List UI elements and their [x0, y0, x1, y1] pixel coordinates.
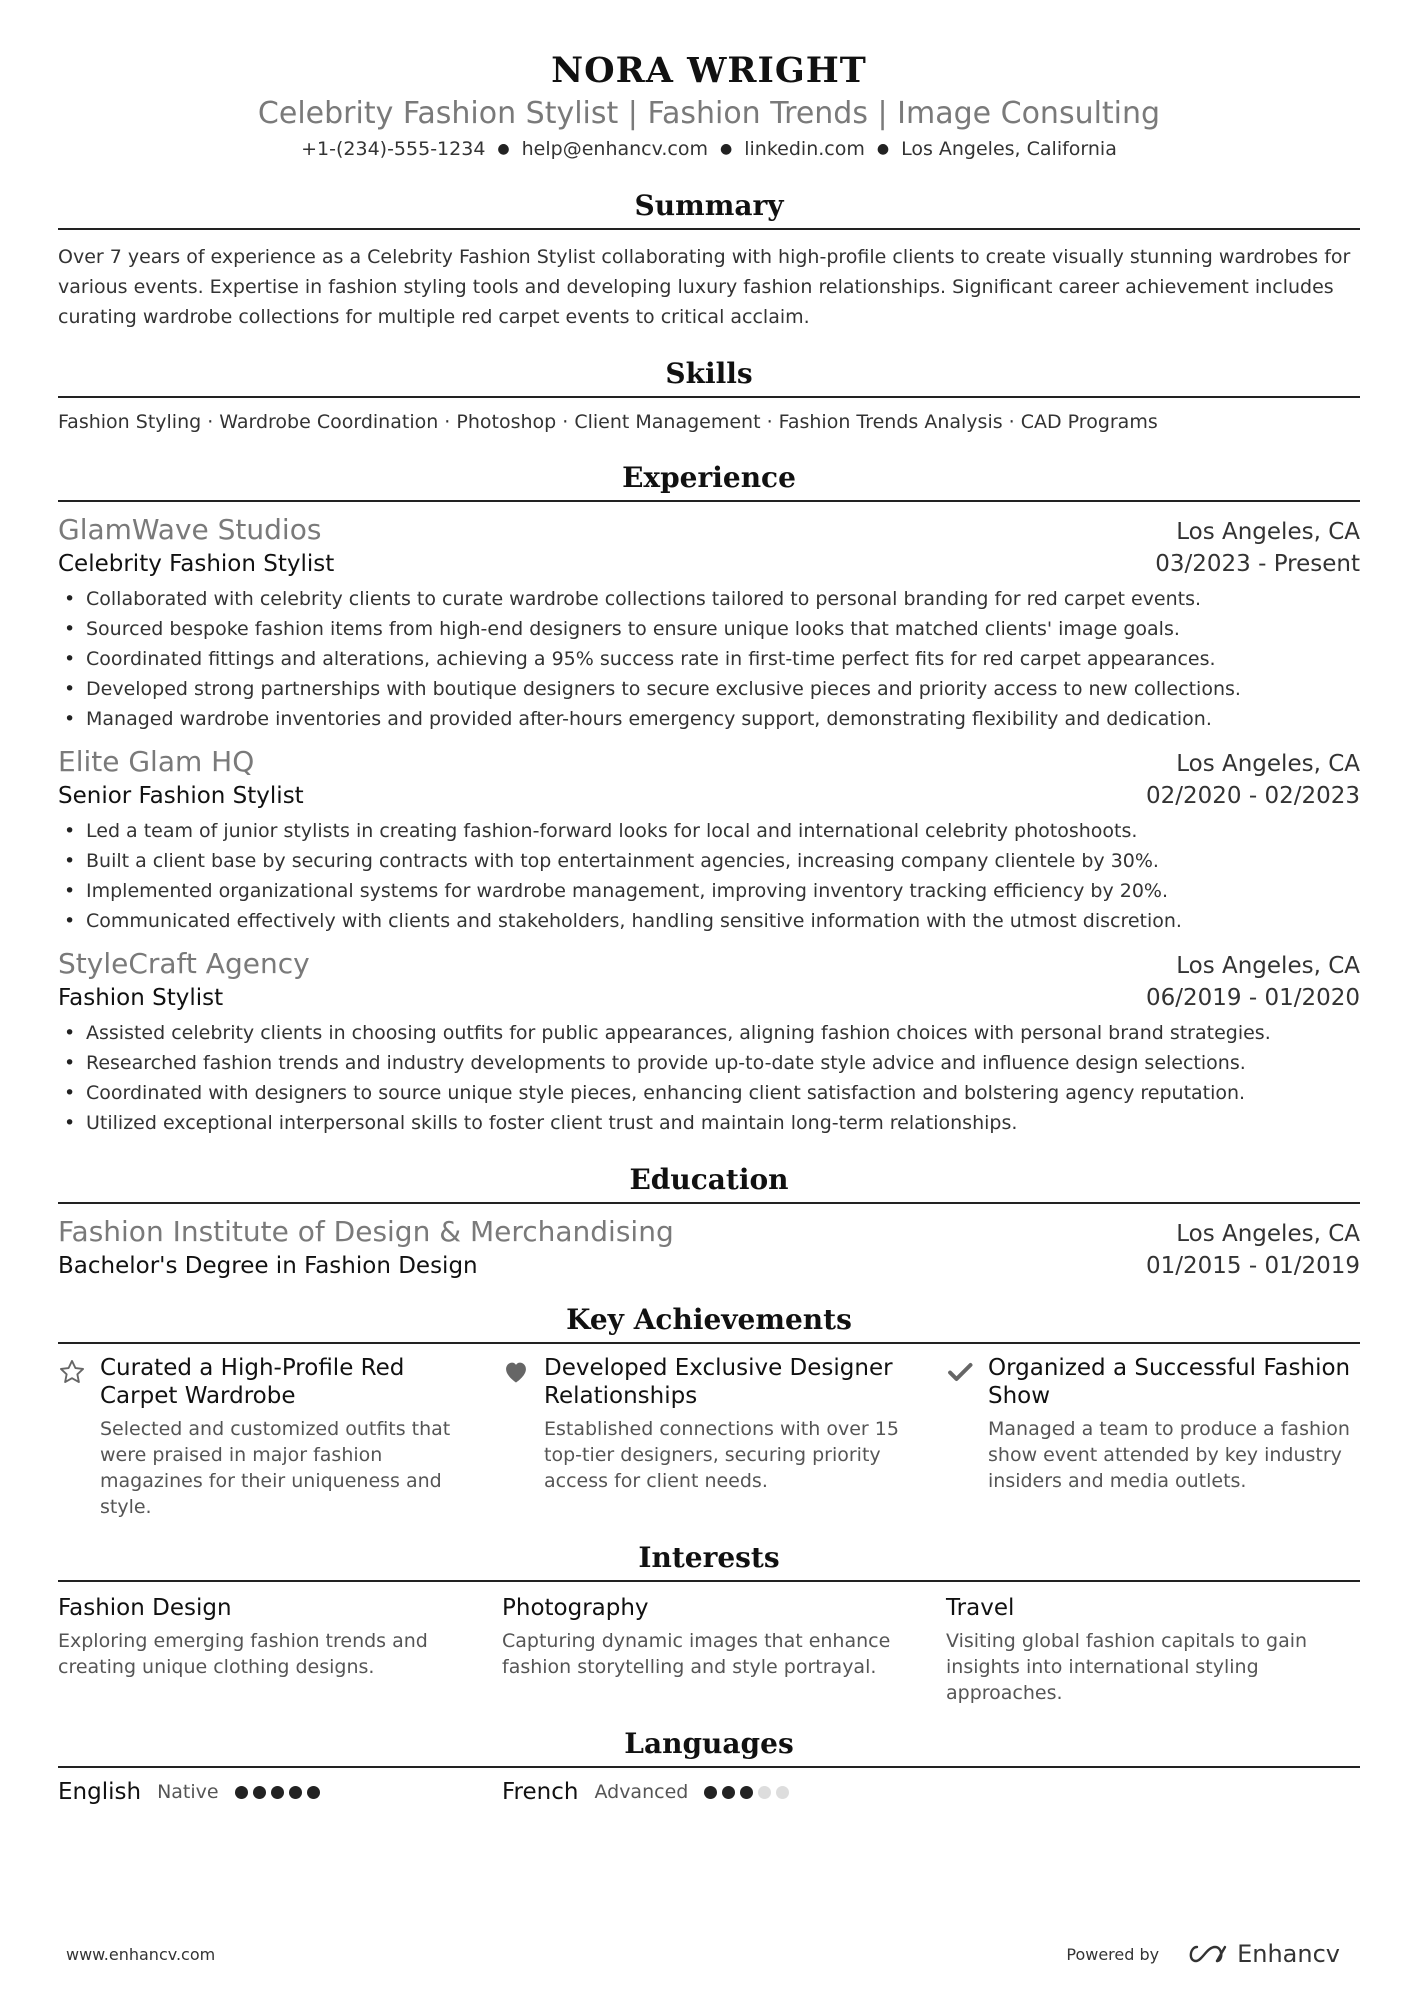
job-bullet: • Researched fashion trends and industry developments to provide up-to-date style advice and influence design selections.	[58, 1048, 1360, 1078]
education-dates: 01/2015 - 01/2019	[1145, 1253, 1360, 1279]
job-dates: 02/2020 - 02/2023	[1145, 783, 1360, 809]
job-role: Fashion Stylist	[58, 985, 224, 1011]
job-entry	[58, 512, 1360, 734]
separator-dot: ●	[720, 141, 733, 157]
achievements-section	[58, 1302, 1360, 1520]
proficiency-dot-filled	[235, 1786, 248, 1799]
section-title-experience: Experience	[58, 460, 1360, 502]
job-bullet: • Managed wardrobe inventories and provided after-hours emergency support, demonstrating flexibility and dedication.	[58, 704, 1360, 734]
language-level: Advanced	[594, 1781, 689, 1803]
interest-desc: Visiting global fashion capitals to gain insights into international styling approaches.	[946, 1630, 1308, 1704]
heart-icon	[502, 1354, 534, 1520]
job-location: Los Angeles, CA	[1176, 953, 1360, 979]
section-title-interests: Interests	[58, 1540, 1360, 1582]
language-name: English	[58, 1779, 142, 1805]
education-entry	[58, 1214, 1360, 1282]
achievement-title: Developed Exclusive Designer Relationships	[544, 1355, 893, 1409]
job-bullet: • Assisted celebrity clients in choosing outfits for public appearances, aligning fashion choices with personal brand strategies.	[58, 1018, 1360, 1048]
achievement-desc: Established connections with over 15 top-tier designers, securing priority access for client needs.	[544, 1418, 899, 1492]
job-company: StyleCraft Agency	[58, 947, 310, 980]
brand-name: Enhancv	[1237, 1940, 1340, 1968]
achievement-desc: Selected and customized outfits that were praised in major fashion magazines for their uniqueness and style.	[100, 1418, 451, 1518]
language-item	[502, 1776, 916, 1808]
section-title-achievements: Key Achievements	[58, 1302, 1360, 1344]
summary-section	[58, 188, 1360, 332]
job-bullets	[58, 1018, 1360, 1138]
job-bullets	[58, 816, 1360, 936]
job-location: Los Angeles, CA	[1176, 519, 1360, 545]
job-company: GlamWave Studios	[58, 513, 322, 546]
enhancv-logo-icon	[1185, 1943, 1229, 1965]
skills-section	[58, 356, 1360, 436]
language-item	[58, 1776, 472, 1808]
interest-title: Photography	[502, 1595, 649, 1621]
proficiency-dots	[704, 1786, 789, 1799]
resume-page	[58, 50, 1360, 1808]
candidate-name: NORA WRIGHT	[551, 50, 867, 91]
summary-text: Over 7 years of experience as a Celebrity Fashion Stylist collaborating with high-profile clients to create visually stunning wardrobes for various events. Expertise in fashion styling tools and developing luxury fashion relationships. Significant career achievement includes curating wardrobe collections for multiple red carpet events to critical acclaim.	[58, 246, 1351, 328]
interest-desc: Capturing dynamic images that enhance fashion storytelling and style portrayal.	[502, 1630, 891, 1678]
interests-section	[58, 1540, 1360, 1706]
section-title-languages: Languages	[58, 1726, 1360, 1768]
education-location: Los Angeles, CA	[1176, 1221, 1360, 1247]
proficiency-dot-filled	[307, 1786, 320, 1799]
powered-by-label: Powered by	[1066, 1944, 1160, 1964]
proficiency-dots	[235, 1786, 320, 1799]
interest-desc: Exploring emerging fashion trends and creating unique clothing designs.	[58, 1630, 428, 1678]
job-bullets	[58, 584, 1360, 734]
job-bullet: • Developed strong partnerships with boutique designers to secure exclusive pieces and priority access to new collections.	[58, 674, 1360, 704]
interest-item	[502, 1592, 916, 1706]
proficiency-dot-filled	[704, 1786, 717, 1799]
job-bullet: • Implemented organizational systems for wardrobe management, improving inventory tracking efficiency by 20%.	[58, 876, 1360, 906]
interest-item	[58, 1592, 472, 1706]
skills-list: Fashion Styling · Wardrobe Coordination · Photoshop · Client Management · Fashion Trends Analysis · CAD Programs	[58, 411, 1158, 433]
experience-section	[58, 460, 1360, 1138]
footer-website-link[interactable]: www.enhancv.com	[66, 1944, 216, 1964]
proficiency-dot-filled	[740, 1786, 753, 1799]
job-company: Elite Glam HQ	[58, 745, 255, 778]
job-role: Senior Fashion Stylist	[58, 783, 304, 809]
job-dates: 03/2023 - Present	[1155, 551, 1360, 577]
education-degree: Bachelor's Degree in Fashion Design	[58, 1253, 478, 1279]
checkmark-icon	[946, 1354, 978, 1520]
job-entry	[58, 946, 1360, 1138]
achievement-item	[58, 1354, 472, 1520]
section-title-skills: Skills	[58, 356, 1360, 398]
contact-phone[interactable]: +1-(234)-555-1234	[301, 138, 486, 160]
page-footer	[66, 1940, 1340, 1968]
contact-bar	[58, 136, 1360, 162]
job-dates: 06/2019 - 01/2020	[1145, 985, 1360, 1011]
section-title-summary: Summary	[58, 188, 1360, 230]
job-location: Los Angeles, CA	[1176, 751, 1360, 777]
education-school: Fashion Institute of Design & Merchandising	[58, 1215, 674, 1248]
interest-item	[946, 1592, 1360, 1706]
job-bullet: • Collaborated with celebrity clients to curate wardrobe collections tailored to personal branding for red carpet events.	[58, 584, 1360, 614]
proficiency-dot-filled	[271, 1786, 284, 1799]
job-bullet: • Sourced bespoke fashion items from high-end designers to ensure unique looks that matched clients' image goals.	[58, 614, 1360, 644]
job-bullet: • Communicated effectively with clients and stakeholders, handling sensitive information with the utmost discretion.	[58, 906, 1360, 936]
achievement-title: Curated a High-Profile Red Carpet Wardrobe	[100, 1355, 405, 1409]
job-bullet: • Coordinated fittings and alterations, achieving a 95% success rate in first-time perfect fits for red carpet appearances.	[58, 644, 1360, 674]
job-bullet: • Led a team of junior stylists in creating fashion-forward looks for local and international celebrity photoshoots.	[58, 816, 1360, 846]
job-bullet: • Coordinated with designers to source unique style pieces, enhancing client satisfaction and bolstering agency reputation.	[58, 1078, 1360, 1108]
proficiency-dot-filled	[289, 1786, 302, 1799]
achievement-item	[502, 1354, 916, 1520]
star-icon	[58, 1354, 90, 1520]
interest-title: Travel	[946, 1595, 1015, 1621]
proficiency-dot-filled	[253, 1786, 266, 1799]
achievement-desc: Managed a team to produce a fashion show event attended by key industry insiders and media outlets.	[988, 1418, 1350, 1492]
job-bullet: • Utilized exceptional interpersonal skills to foster client trust and maintain long-term relationships.	[58, 1108, 1360, 1138]
section-title-education: Education	[58, 1162, 1360, 1204]
job-bullet: • Built a client base by securing contracts with top entertainment agencies, increasing company clientele by 30%.	[58, 846, 1360, 876]
proficiency-dot-empty	[758, 1786, 771, 1799]
brand-logo[interactable]	[1185, 1940, 1340, 1968]
language-level: Native	[157, 1781, 219, 1803]
separator-dot: ●	[497, 141, 510, 157]
contact-linkedin[interactable]: linkedin.com	[744, 138, 865, 160]
interest-title: Fashion Design	[58, 1595, 232, 1621]
contact-location: Los Angeles, California	[901, 138, 1117, 160]
separator-dot: ●	[876, 141, 890, 157]
job-entry	[58, 744, 1360, 936]
achievement-title: Organized a Successful Fashion Show	[988, 1355, 1351, 1409]
job-role: Celebrity Fashion Stylist	[58, 551, 335, 577]
achievement-item	[946, 1354, 1360, 1520]
languages-section	[58, 1726, 1360, 1808]
education-section	[58, 1162, 1360, 1282]
language-name: French	[502, 1779, 579, 1805]
candidate-headline: Celebrity Fashion Stylist | Fashion Trends | Image Consulting	[257, 96, 1161, 131]
proficiency-dot-empty	[776, 1786, 789, 1799]
contact-email[interactable]: help@enhancv.com	[521, 138, 709, 160]
proficiency-dot-filled	[722, 1786, 735, 1799]
